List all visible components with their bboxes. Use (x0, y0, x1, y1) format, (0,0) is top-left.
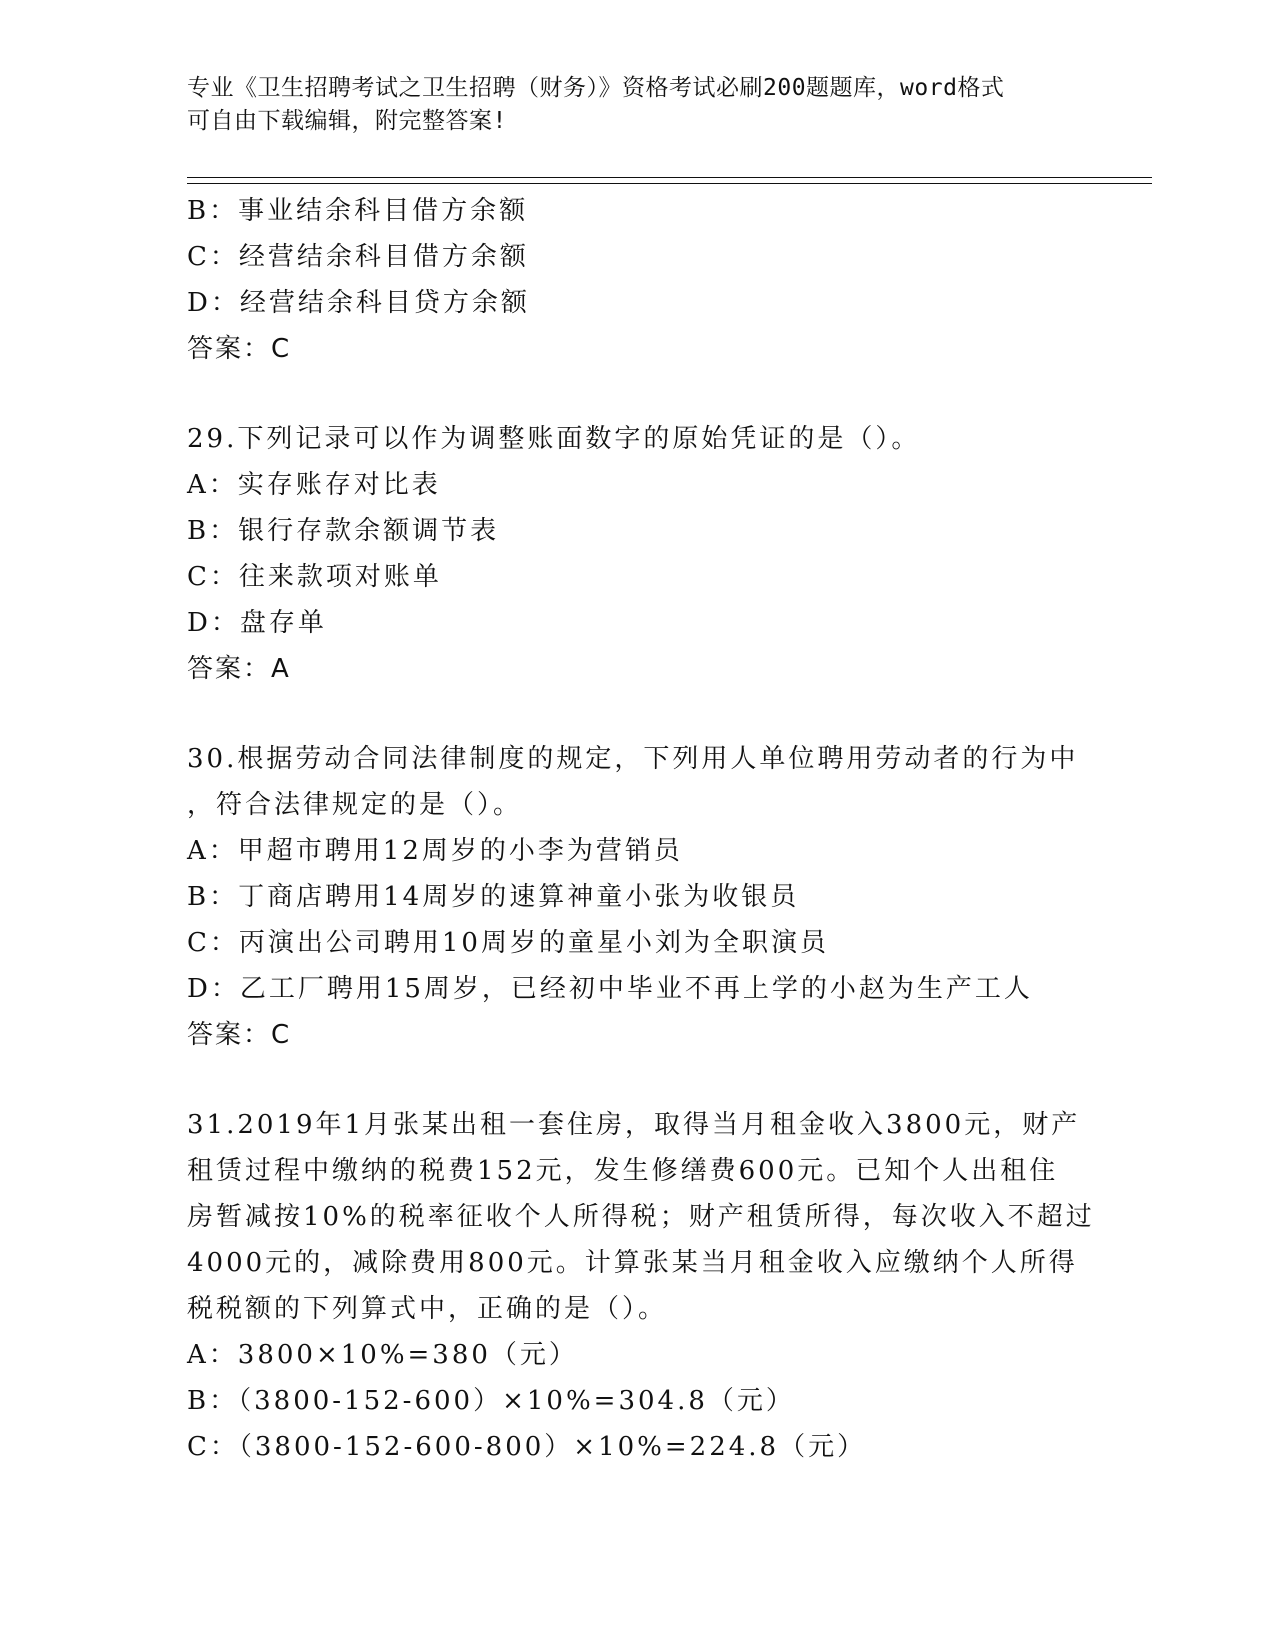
question-stem-line: 税税额的下列算式中，正确的是（）。 (187, 1294, 668, 1324)
option-b: B：丁商店聘用14周岁的速算神童小张为收银员 (187, 882, 800, 912)
option-c: C：往来款项对账单 (187, 562, 442, 592)
answer: 答案：C (187, 1020, 292, 1050)
question-stem-line: ，符合法律规定的是（）。 (187, 790, 523, 820)
question-stem: 29.下列记录可以作为调整账面数字的原始凭证的是（）。 (187, 424, 921, 454)
option-d: D：盘存单 (187, 608, 327, 638)
question-stem-line: 房暂减按10%的税率征收个人所得税；财产租赁所得，每次收入不超过 (187, 1202, 1095, 1232)
answer: 答案：C (187, 334, 292, 364)
question-stem-line: 30.根据劳动合同法律制度的规定，下列用人单位聘用劳动者的行为中 (187, 744, 1079, 774)
option-b: B：（3800-152-600）×10%=304.8（元） (187, 1386, 795, 1416)
question-29 (187, 416, 1087, 692)
option-a: A：甲超市聘用12周岁的小李为营销员 (187, 836, 683, 866)
option-d: D：经营结余科目贷方余额 (187, 288, 530, 318)
document-header (187, 72, 1067, 138)
header-line-1: 专业《卫生招聘考试之卫生招聘（财务）》资格考试必刷200题题库，word格式 (187, 75, 1005, 101)
option-c: C：经营结余科目借方余额 (187, 242, 529, 272)
header-line-2: 可自由下载编辑，附完整答案! (187, 108, 507, 134)
option-c: C：（3800-152-600-800）×10%=224.8（元） (187, 1432, 867, 1462)
question-stem-line: 31.2019年1月张某出租一套住房，取得当月租金收入3800元，财产 (187, 1110, 1081, 1140)
answer: 答案：A (187, 654, 291, 684)
spacer (187, 1058, 1087, 1102)
option-b: B：银行存款余额调节表 (187, 516, 500, 546)
question-31 (187, 1102, 1095, 1470)
header-rule-bottom (187, 183, 1152, 184)
spacer (187, 692, 1087, 736)
question-list (187, 188, 1095, 1470)
question-stem-line: 4000元的，减除费用800元。计算张某当月租金收入应缴纳个人所得 (187, 1248, 1078, 1278)
spacer (187, 372, 1087, 416)
header-rule-top (187, 177, 1152, 178)
option-c: C：丙演出公司聘用10周岁的童星小刘为全职演员 (187, 928, 829, 958)
option-a: A：实存账存对比表 (187, 470, 441, 500)
question-30 (187, 736, 1087, 1058)
option-b: B：事业结余科目借方余额 (187, 196, 529, 226)
option-d: D：乙工厂聘用15周岁，已经初中毕业不再上学的小赵为生产工人 (187, 974, 1033, 1004)
question-28 (187, 188, 1087, 372)
option-a: A：3800×10%=380（元） (187, 1340, 578, 1370)
question-stem-line: 租赁过程中缴纳的税费152元，发生修缮费600元。已知个人出租住 (187, 1156, 1059, 1186)
